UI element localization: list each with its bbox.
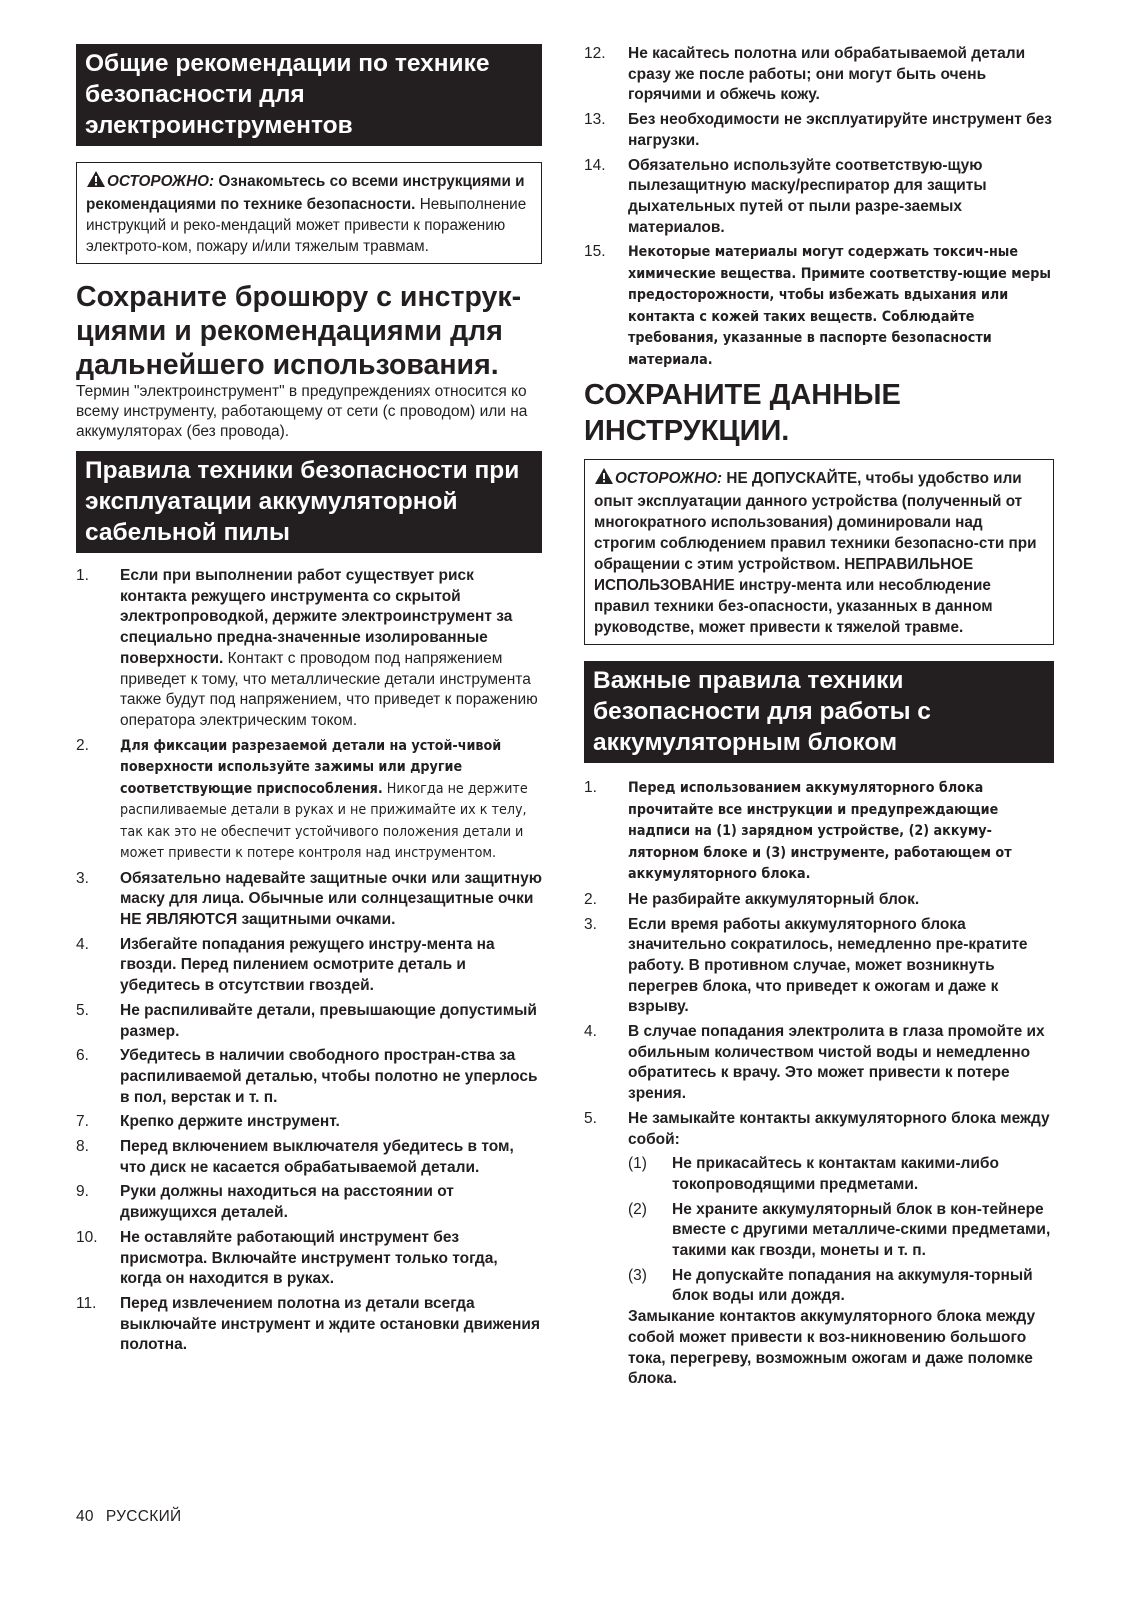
list-item	[584, 915, 1054, 1019]
section-heading-general-safety: Общие рекомендации по технике безопасности для электроинструментов	[76, 44, 542, 146]
item-bold-text: Обязательно надевайте защитные очки или защитную маску для лица. Обычные или солнцезащитные очки НЕ ЯВЛЯЮТСЯ защитными очками.	[120, 869, 543, 929]
footer-language: РУССКИЙ	[105, 1508, 182, 1525]
item-normal-text: Контакт с проводом под напряжением приведет к тому, что металлические детали инструмента также будут под напряжением, что приведет к поражению оператора электрическим током.	[120, 649, 538, 729]
warning-triangle-icon	[86, 170, 106, 194]
warning-triangle-icon	[594, 467, 614, 491]
saw-safety-list	[76, 566, 542, 1356]
item-bold-text: Не оставляйте работающий инструмент без присмотра. Включайте инструмент только тогда, когда он находится в руках.	[120, 1228, 498, 1288]
page-number: 40	[76, 1508, 94, 1525]
item-bold-text: Не распиливайте детали, превышающие допустимый размер.	[120, 1001, 537, 1040]
sub-item-number: (3)	[628, 1266, 647, 1284]
item-bold-text: Убедитесь в наличии свободного простран-ства за распиливаемой деталью, чтобы полотно не уперлось в пол, верстак и т. п.	[120, 1047, 538, 1106]
term-definition-text: Термин "электроинструмент" в предупреждениях относится ко всему инструменту, работающему от сети (с проводом) или на аккумуляторах (без провода).	[76, 383, 528, 440]
item-number: 14.	[584, 156, 606, 174]
right-column	[584, 44, 1054, 1394]
closing-note: Замыкание контактов аккумуляторного блока между собой может привести к воз-никновению большого тока, перегреву, возможным ожогам и даже поломке блока.	[628, 1308, 1036, 1388]
item-number: 1.	[584, 779, 597, 797]
item-number: 2.	[584, 890, 597, 908]
sub-item-text: Не прикасайтесь к контактам какими-либо токопроводящими предметами.	[672, 1155, 999, 1193]
item-bold-text: Для фиксации разрезаемой детали на устой-чивой поверхности используйте зажимы или другие соответствующие приспособления.	[120, 737, 502, 797]
warning-bold-text: Ознакомьтесь со всеми инструкциями и рекомендациями по технике безопасности.	[86, 173, 525, 213]
sub-list-item	[628, 1200, 1054, 1262]
sub-item-number: (2)	[628, 1200, 647, 1218]
item-number: 10.	[76, 1228, 98, 1246]
warning-bold-text: НЕ ДОПУСКАЙТЕ, чтобы удобство или опыт эксплуатации данного устройства (полученный от многократного использования) доминировали над строгим соблюдением правил техники безопасно-сти при обращении с этим устройством. НЕПРАВИЛЬНОЕ ИСПОЛЬЗОВАНИЕ инстру-мента или несоблюдение правил техники без-опасности, указанных в данном руководстве, может привести к тяжелой травме.	[594, 470, 1037, 637]
item-bold-text: Без необходимости не эксплуатируйте инструмент без нагрузки.	[628, 111, 1052, 149]
item-normal-text: Никогда не держите распиливаемые детали в руках и не прижимайте их к телу, так как это не обеспечит устойчивого положения детали и может привести к потере контроля над инструментом.	[120, 780, 528, 862]
item-bold-text: Крепко держите инструмент.	[120, 1113, 340, 1131]
list-item	[584, 110, 1054, 151]
item-bold-text: Обязательно используйте соответствую-щую пылезащитную маску/респиратор для защиты дыхательных путей от пыли разре-заемых материалов.	[628, 156, 987, 236]
list-item	[76, 1137, 542, 1178]
item-number: 5.	[76, 1001, 89, 1019]
warning-word: ОСТОРОЖНО:	[107, 173, 215, 190]
item-number: 3.	[584, 915, 597, 933]
item-bold-text: Перед использованием аккумуляторного блока прочитайте все инструкции и предупреждающие надписи на (1) зарядном устройстве, (2) аккуму-ляторном блоке и (3) инструменте, работающем от аккумуляторного блока.	[628, 780, 1012, 883]
sub-list-item	[628, 1154, 1054, 1195]
item-bold-text: Не касайтесь полотна или обрабатываемой детали сразу же после работы; они могут быть очень горячими и обжечь кожу.	[628, 45, 1026, 104]
item-number: 5.	[584, 1109, 597, 1127]
item-number: 4.	[584, 1023, 597, 1041]
list-item	[584, 890, 1054, 911]
item-number: 9.	[76, 1183, 89, 1201]
warning-box-misuse	[584, 459, 1054, 645]
page-footer	[76, 1508, 182, 1526]
section-heading-saw-safety: Правила техники безопасности при эксплуатации аккумуляторной сабельной пилы	[76, 451, 542, 553]
list-item	[76, 1182, 542, 1223]
left-column	[76, 44, 542, 1360]
item-number: 8.	[76, 1138, 89, 1156]
list-item	[76, 1228, 542, 1290]
item-number: 4.	[76, 935, 89, 953]
list-item	[584, 242, 1054, 371]
list-item	[76, 1046, 542, 1108]
list-item	[584, 44, 1054, 106]
saw-safety-list-continued	[584, 44, 1054, 371]
item-number: 3.	[76, 869, 89, 887]
list-item	[584, 1022, 1054, 1105]
item-number: 12.	[584, 45, 606, 62]
list-item	[584, 156, 1054, 239]
item-bold-text: Если при выполнении работ существует риск контакта режущего инструмента со скрытой электропроводкой, держите электроинструмент за специально предна-значенные изолированные поверхности.	[120, 567, 513, 667]
save-instructions-title: СОХРАНИТЕ ДАННЫЕ ИНСТРУКЦИИ.	[584, 379, 901, 448]
item-bold-text: Не разбирайте аккумуляторный блок.	[628, 890, 920, 908]
warning-word: ОСТОРОЖНО:	[615, 470, 723, 488]
item-bold-text: Перед извлечением полотна из детали всегда выключайте инструмент и ждите остановки движения полотна.	[120, 1294, 540, 1354]
section-heading-battery-safety: Важные правила техники безопасности для работы с аккумуляторным блоком	[584, 661, 1054, 763]
list-item	[584, 778, 1054, 886]
item-bold-text: Руки должны находиться на расстоянии от движущихся деталей.	[120, 1183, 454, 1222]
sub-item-text: Не храните аккумуляторный блок в кон-тейнере вместе с другими металличе-скими предметами, такими как гвозди, монеты и т. п.	[672, 1200, 1051, 1260]
battery-safety-list	[584, 778, 1054, 1390]
item-bold-text: Если время работы аккумуляторного блока значительно сократилось, немедленно пре-кратите работу. В противном случае, может возникнуть перегрев блока, что приведет к ожогам и даже к взрыву.	[628, 915, 1028, 1016]
list-item	[584, 1109, 1054, 1390]
item-bold-text: Не замыкайте контакты аккумуляторного блока между собой:	[628, 1109, 1050, 1148]
list-item	[76, 1294, 542, 1356]
list-item	[76, 935, 542, 997]
sub-list-item	[628, 1266, 1054, 1307]
list-item	[76, 869, 542, 931]
save-brochure-title: Сохраните брошюру с инструк-циями и рекомендациями для дальнейшего использования.	[76, 281, 522, 381]
item-number: 2.	[76, 736, 89, 754]
item-number: 7.	[76, 1113, 89, 1131]
list-item	[76, 566, 542, 732]
item-number: 6.	[76, 1047, 89, 1065]
item-bold-text: Некоторые материалы могут содержать токсич-ные химические вещества. Примите соответству-ющие меры предосторожности, чтобы избежать вдыхания или контакта с кожей таких веществ. Соблюдайте требования, указанные в паспорте безопасности материала.	[628, 244, 1051, 368]
item-bold-text: Избегайте попадания режущего инстру-мента на гвозди. Перед пилением осмотрите деталь и убедитесь в отсутствии гвоздей.	[120, 935, 495, 995]
list-item	[76, 1112, 542, 1133]
list-item	[76, 736, 542, 865]
list-item	[76, 1001, 542, 1042]
item-number: 1.	[76, 567, 89, 584]
item-number: 11.	[76, 1294, 97, 1312]
sub-item-number: (1)	[628, 1155, 647, 1173]
item-number: 15.	[584, 243, 606, 261]
item-bold-text: В случае попадания электролита в глаза промойте их обильным количеством чистой воды и немедленно обратитесь к врачу. Это может привести к потере зрения.	[628, 1023, 1045, 1103]
warning-box-general	[76, 162, 542, 264]
item-bold-text: Перед включением выключателя убедитесь в том, что диск не касается обрабатываемой детали.	[120, 1138, 514, 1176]
warning-normal-text: Невыполнение инструкций и реко-мендаций может привести к поражению электрото-ком, пожару и/или тяжелым травмам.	[86, 196, 527, 255]
item-number: 13.	[584, 111, 606, 129]
sub-item-text: Не допускайте попадания на аккумуля-торный блок воды или дождя.	[672, 1266, 1033, 1305]
